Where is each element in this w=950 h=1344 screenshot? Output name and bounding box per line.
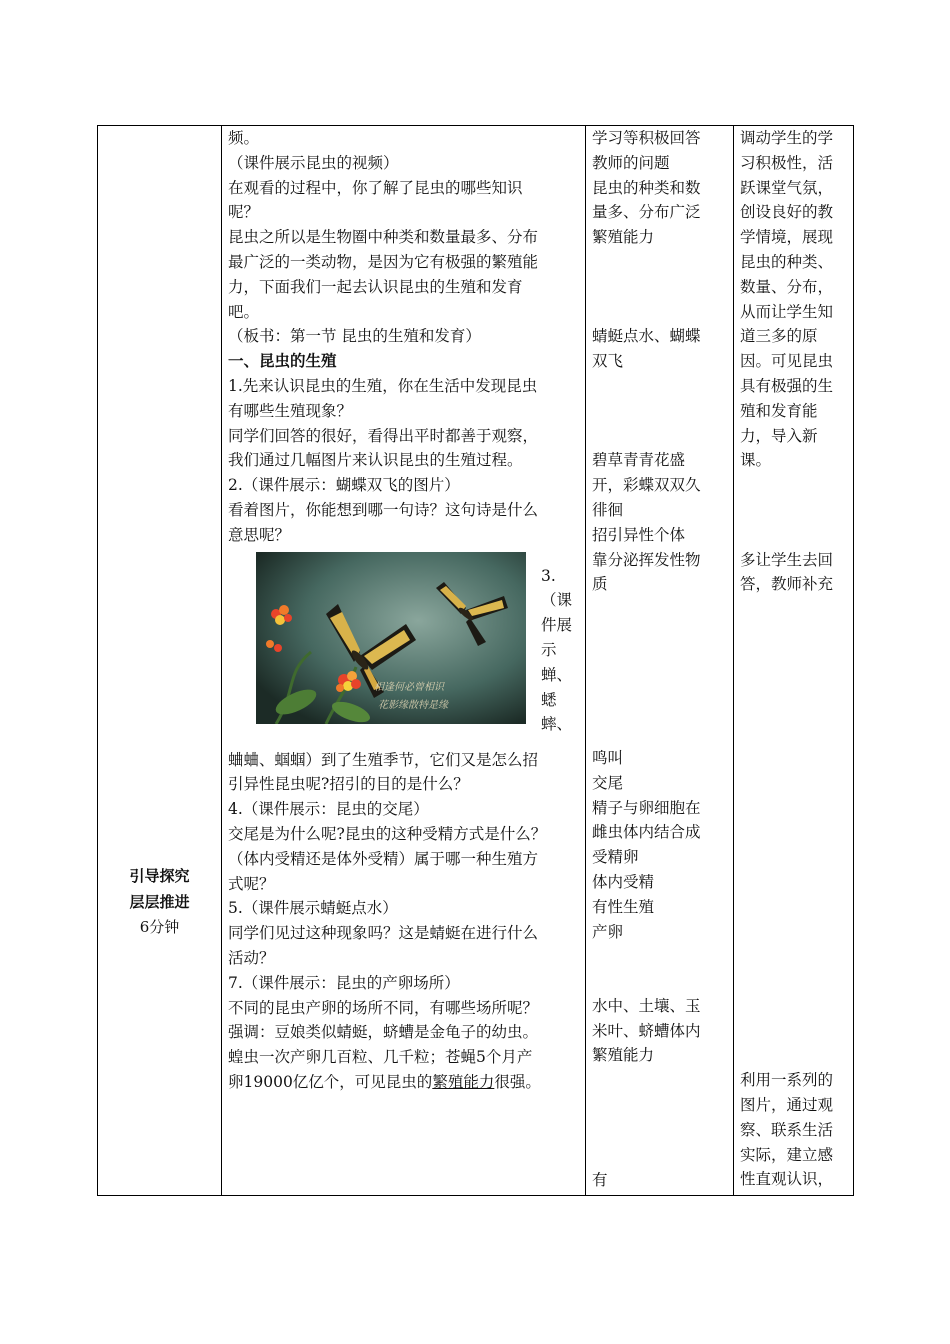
text-line: 呢？: [228, 203, 260, 222]
text-line: 有: [592, 1171, 608, 1190]
butterfly-figure-row: [228, 548, 579, 748]
text-line: 交尾: [592, 773, 624, 792]
text-line: 答，教师补充: [740, 575, 834, 594]
text-line: 5.（课件展示蜻蜓点水）: [228, 899, 398, 918]
text-line: 质: [592, 575, 608, 594]
text-line: 精子与卵细胞在: [592, 798, 701, 817]
text-line: 创设良好的教: [740, 203, 834, 222]
text-line: 件展: [541, 616, 573, 635]
text-line: 2.（课件展示：蝴蝶双飞的图片）: [228, 476, 460, 495]
text-line: 雌虫体内结合成: [592, 823, 701, 842]
text-line: 教师的问题: [592, 153, 670, 172]
text-line: 具有极强的生: [740, 376, 834, 395]
text-line: （体内受精还是体外受精）属于哪一种生殖方: [228, 849, 539, 868]
wrapped-text-column: [541, 564, 581, 738]
stage-cell: [98, 126, 222, 1196]
text-line: 频。: [228, 129, 260, 147]
text-line: 数量、分布，: [740, 277, 834, 296]
lesson-plan-table: [97, 125, 854, 1196]
stage-title-line2: 层层推进: [129, 892, 190, 911]
text-line: （板书：第一节 昆虫的生殖和发育）: [228, 327, 481, 346]
text-line: （课: [541, 591, 573, 610]
text-line: 从而让学生知: [740, 302, 834, 321]
text-line: 意思呢？: [228, 525, 291, 544]
teacher-activity-cell: [222, 126, 586, 1196]
text-line: 米叶、蛴螬体内: [592, 1021, 701, 1040]
text-line: 1.先来认识昆虫的生殖，你在生活中发现昆虫: [228, 376, 538, 395]
text-line: 多让学生去回: [740, 550, 834, 569]
text-line: 昆虫之所以是生物圈中种类和数量最多、分布: [228, 228, 539, 247]
butterfly-photo: [256, 552, 526, 724]
text-line: 示: [541, 640, 557, 659]
text-line: 量多、分布广泛: [592, 203, 701, 222]
text-line: 7.（课件展示：昆虫的产卵场所）: [228, 973, 460, 992]
text-line: 跃课堂气氛，: [740, 178, 834, 197]
text-line: 引异性昆虫呢?招引的目的是什么？: [228, 775, 469, 794]
text-line: 利用一系列的: [740, 1071, 834, 1090]
text-line: 不同的昆虫产卵的场所不同，有哪些场所呢？: [228, 998, 539, 1017]
butterfly-illustration: [256, 552, 526, 724]
text-line: 看着图片，你能想到哪一句诗？这句诗是什么: [228, 500, 539, 519]
design-intent-cell: [734, 126, 854, 1196]
text-line: 有哪些生殖现象？: [228, 401, 353, 420]
text-line: 实际，建立感: [740, 1145, 834, 1164]
table-row: [98, 126, 854, 1196]
text-line: 蜻蜓点水、蝴蝶: [592, 327, 701, 346]
text-line: 蟀、: [541, 715, 573, 734]
text-line: 调动学生的学: [740, 129, 834, 147]
text-line: 殖和发育能: [740, 401, 818, 420]
text-line: （课件展示昆虫的视频）: [228, 153, 399, 172]
text-line: 蟋: [541, 690, 557, 709]
student-activity-cell: [586, 126, 734, 1196]
text-line: 蝉、: [541, 665, 573, 684]
text-line: 在观看的过程中，你了解了昆虫的哪些知识: [228, 178, 523, 197]
text-line: 开，彩蝶双双久: [592, 476, 701, 495]
underlined-term: 繁殖能力: [432, 1072, 495, 1091]
text-line: 昆虫的种类和数: [592, 178, 701, 197]
text-line: 因。可见昆虫: [740, 352, 834, 371]
text-line: 靠分泌挥发性物: [592, 550, 701, 569]
stage-duration: 6分钟: [139, 917, 180, 936]
text-line: 繁殖能力: [592, 228, 655, 247]
text-fragment: 很强。: [494, 1072, 541, 1091]
text-line: 徘徊: [592, 500, 624, 519]
text-fragment: 卵19000亿亿个，可见昆虫的: [228, 1072, 433, 1091]
text-line: 强调：豆娘类似蜻蜓，蛴螬是金龟子的幼虫。: [228, 1023, 539, 1042]
text-line: 最广泛的一类动物，是因为它有极强的繁殖能: [228, 252, 539, 271]
text-line: 学情境，展现: [740, 228, 834, 247]
text-line: 水中、土壤、玉: [592, 996, 701, 1015]
text-line: 我们通过几幅图片来认识昆虫的生殖过程。: [228, 451, 523, 470]
text-line: 受精卵: [592, 848, 639, 867]
text-line: 课。: [740, 451, 772, 470]
text-line: 力，下面我们一起去认识昆虫的生殖和发育: [228, 277, 523, 296]
text-line: 活动？: [228, 948, 275, 967]
text-line: 产卵: [592, 922, 624, 941]
text-line: 双飞: [592, 352, 624, 371]
text-line: 学习等积极回答: [592, 129, 701, 147]
text-line: 碧草青青花盛: [592, 451, 686, 470]
text-line: 4.（课件展示：昆虫的交尾）: [228, 800, 429, 819]
text-line: 蝗虫一次产卵几百粒、几千粒；苍蝇5个月产: [228, 1048, 533, 1067]
section-heading: 一、昆虫的生殖: [228, 351, 337, 371]
text-line: 交尾是为什么呢?昆虫的这种受精方式是什么？: [228, 824, 547, 843]
text-line: 有性生殖: [592, 897, 655, 916]
stage-title-line1: 引导探究: [129, 866, 190, 885]
photo-caption-line1: 相逢何必曾相识: [374, 681, 444, 693]
text-line: 同学们回答的很好，看得出平时都善于观察，: [228, 426, 539, 445]
text-line: 性直观认识，: [740, 1170, 834, 1189]
text-line: 习积极性，活: [740, 153, 834, 172]
text-line: 繁殖能力: [592, 1046, 655, 1065]
text-line: 3.: [541, 566, 556, 585]
text-line: 吧。: [228, 302, 260, 321]
text-line: 鸣叫: [592, 748, 624, 767]
text-line: 同学们见过这种现象吗？这是蜻蜓在进行什么: [228, 924, 539, 943]
text-line: 式呢？: [228, 874, 275, 893]
text-line: 察、联系生活: [740, 1120, 834, 1139]
text-line: 图片，通过观: [740, 1096, 834, 1115]
text-line: 昆虫的种类、: [740, 252, 834, 271]
text-line: 道三多的原: [740, 327, 818, 346]
text-line: 蛐蛐、蝈蝈）到了生殖季节，它们又是怎么招: [228, 750, 539, 769]
text-line: 体内受精: [592, 872, 655, 891]
text-line: 力，导入新: [740, 426, 818, 445]
photo-caption-line2: 花影缘散特是缘: [378, 699, 448, 711]
text-line: [228, 1070, 579, 1095]
text-line: 招引异性个体: [592, 525, 686, 544]
